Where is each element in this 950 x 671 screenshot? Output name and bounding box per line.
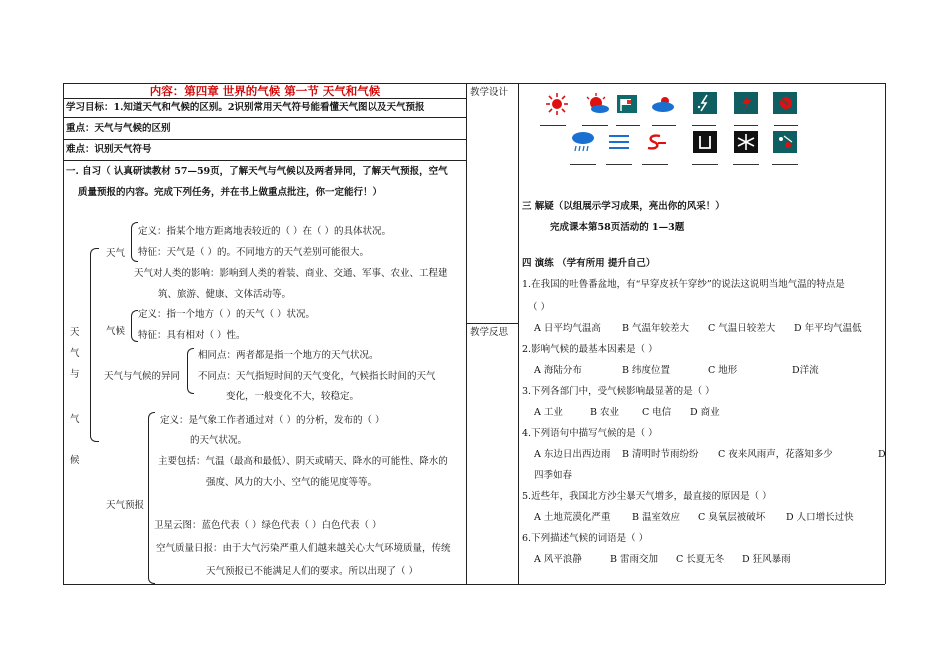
rain-cloud-icon [570, 130, 596, 154]
climate-definition: 定义：指一个地方（ ）的天气（ ）状况。 [138, 309, 316, 320]
forecast-content-2: 强度、风力的大小、空气的能见度等等。 [206, 477, 378, 488]
symbol-answer-line [570, 164, 596, 165]
difference-1: 不同点：天气指短时间的天气变化，气候指长时间的天气 [198, 371, 436, 382]
weather-impact-2: 筑、旅游、健康、文体活动等。 [158, 289, 292, 300]
symbol-answer-line [692, 164, 718, 165]
question-6: 6.下列描述气候的词语是（ ） [522, 533, 649, 544]
symbol-answer-line [540, 125, 566, 126]
weather-feature: 特征：天气是（ ）的。不同地方的天气差别可能很大。 [138, 247, 370, 258]
page-title: 内容：第四章 世界的气候 第一节 天气和气候 [149, 84, 381, 98]
q6-option-c: C 长夏无冬 [676, 554, 725, 565]
q1-option-d: D 年平均气温低 [794, 323, 862, 334]
forecast-definition-1: 定义：是气象工作者通过对（ ）的分析，发布的（ ） [160, 415, 385, 426]
question-1: 1.在我国的吐鲁番盆地，有“早穿皮袄午穿纱”的说法这说明当地气温的特点是 [522, 279, 845, 290]
forecast-brace [148, 412, 155, 584]
compare-brace [187, 348, 194, 394]
lightning-red-icon [733, 91, 759, 115]
question-5: 5.近些年，我国北方沙尘暴天气增多，最直接的原因是（ ） [522, 491, 772, 502]
flag-icon [614, 92, 640, 116]
q1-option-c: C 气温日较差大 [708, 323, 776, 334]
q2-option-c: C 地形 [708, 365, 738, 376]
q1-option-b: B 气温年较差大 [622, 323, 690, 334]
q3-option-a: A 工业 [534, 407, 563, 418]
sunny-icon [544, 92, 570, 116]
similarity: 相同点：两者都是指一个地方的天气状况。 [198, 350, 379, 361]
q5-option-a: A 土地荒漠化严重 [534, 512, 611, 523]
row-divider-objectives [63, 117, 466, 118]
q6-option-d: D 狂风暴雨 [742, 554, 791, 565]
symbol-answer-line [582, 125, 608, 126]
section-3-task: 完成课本第58页活动的 1—3题 [550, 222, 685, 233]
q5-option-c: C 臭氧层被破坏 [698, 512, 766, 523]
climate-feature: 特征：具有相对（ ）性。 [138, 330, 246, 341]
partly-cloudy-icon [584, 92, 610, 116]
storm-red-icon [772, 91, 798, 115]
side-char: 气 [70, 414, 80, 425]
question-4: 4.下列语句中描写气候的是（ ） [522, 428, 658, 439]
section-3-heading: 三 解疑（以组展示学习成果，亮出你的风采！） [522, 201, 725, 212]
symbol-answer-line [772, 164, 798, 165]
climate-label: 气候 [106, 326, 126, 337]
teaching-reflection-label: 教学反思 [470, 327, 509, 338]
symbol-answer-line [616, 125, 640, 126]
question-1-blank: （ ） [528, 302, 551, 313]
main-brace [90, 248, 99, 442]
side-char: 与 [70, 369, 80, 380]
hail-icon [772, 130, 798, 154]
forecast-label: 天气预报 [106, 500, 145, 511]
q4-option-d: D [878, 449, 886, 460]
snowflake-icon [733, 130, 759, 154]
symbol-answer-line [734, 125, 758, 126]
q2-option-b: B 纬度位置 [622, 365, 671, 376]
row-divider-title [63, 98, 466, 99]
side-char: 气 [70, 348, 80, 359]
q5-option-d: D 人口增长过快 [786, 512, 854, 523]
side-char: 候 [70, 455, 80, 466]
q6-option-a: A 风平浪静 [534, 554, 582, 565]
symbol-answer-line [642, 164, 668, 165]
col-divider-2 [518, 83, 519, 584]
q3-option-b: B 农业 [590, 407, 620, 418]
air-quality-2: 天气预报已不能满足人们的要求。所以出现了（ ） [206, 566, 419, 577]
q2-option-d: D洋流 [792, 365, 819, 376]
difference-2: 变化，一般变化不大，较稳定。 [226, 391, 360, 402]
question-2: 2.影响气候的最基本因素是（ ） [522, 344, 658, 355]
learning-objectives: 学习目标：1.知道天气和气候的区别。2识别常用天气符号能看懂天气图以及天气预报 [66, 102, 425, 113]
compare-label: 天气与气候的异同 [104, 371, 181, 382]
q3-option-d: D 商业 [690, 407, 720, 418]
climate-brace [131, 310, 138, 342]
symbol-answer-line [692, 125, 716, 126]
forecast-content-1: 主要包括：气温（最高和最低）、阴天或晴天、降水的可能性、降水的 [158, 456, 448, 467]
sandstorm-icon [642, 130, 668, 154]
weather-brace [131, 222, 138, 262]
difficulty: 难点：识别天气符号 [66, 144, 152, 155]
row-divider-difficulty [63, 160, 466, 161]
row-divider-keypoint [63, 139, 466, 140]
forecast-definition-2: 的天气状况。 [190, 435, 248, 446]
table-left-border [63, 83, 64, 584]
symbol-answer-line [606, 164, 632, 165]
q4-option-b: B 清明时节雨纷纷 [622, 449, 699, 460]
teaching-design-label: 教学设计 [470, 87, 509, 98]
q5-option-b: B 温室效应 [632, 512, 681, 523]
symbol-answer-line [652, 125, 676, 126]
lightning-teal-icon [692, 91, 718, 115]
side-char: 天 [70, 327, 80, 338]
question-3: 3.下列各部门中，受气候影响最显著的是（ ） [522, 386, 715, 397]
weather-definition: 定义：指某个地方距离地表较近的（ ）在（ ）的具体状况。 [138, 226, 392, 237]
weather-impact-1: 天气对人类的影响：影响到人类的着装、商业、交通、军事、农业、工程建 [134, 268, 448, 279]
air-quality-1: 空气质量日报：由于大气污染严重人们越来越关心大气环境质量，传统 [156, 543, 451, 554]
row-divider-reflection [466, 323, 518, 324]
fog-lines-icon [606, 130, 632, 154]
weather-label: 天气 [106, 248, 126, 259]
cloudy-icon [650, 92, 676, 116]
symbol-answer-line [774, 125, 798, 126]
q4-option-d-text: 四季如春 [534, 470, 573, 481]
section-4-heading: 四 演练 （学有所用 提升自己） [522, 258, 656, 269]
q1-option-a: A 日平均气温高 [534, 323, 601, 334]
satellite-image: 卫星云图：蓝色代表（ ）绿色代表（ ）白色代表（ ） [154, 520, 382, 531]
q4-option-c: C 夜来风雨声，花落知多少 [718, 449, 833, 460]
table-right-border [885, 83, 886, 584]
frost-box-icon [692, 130, 718, 154]
symbol-answer-line [733, 164, 759, 165]
q4-option-a: A 东边日出西边雨 [534, 449, 611, 460]
q6-option-b: B 雷雨交加 [610, 554, 659, 565]
self-study-line-1: 一. 自习（ 认真研读教材 57—59页，了解天气与气候以及两者异同，了解天气预报，空气 [66, 166, 448, 177]
table-bottom-border [63, 584, 885, 585]
col-divider-1 [466, 83, 467, 584]
self-study-line-2: 质量预报的内容。完成下列任务，并在书上做重点批注，你一定能行！） [78, 187, 383, 198]
q3-option-c: C 电信 [642, 407, 672, 418]
key-point: 重点：天气与气候的区别 [66, 123, 171, 134]
q2-option-a: A 海陆分布 [534, 365, 582, 376]
